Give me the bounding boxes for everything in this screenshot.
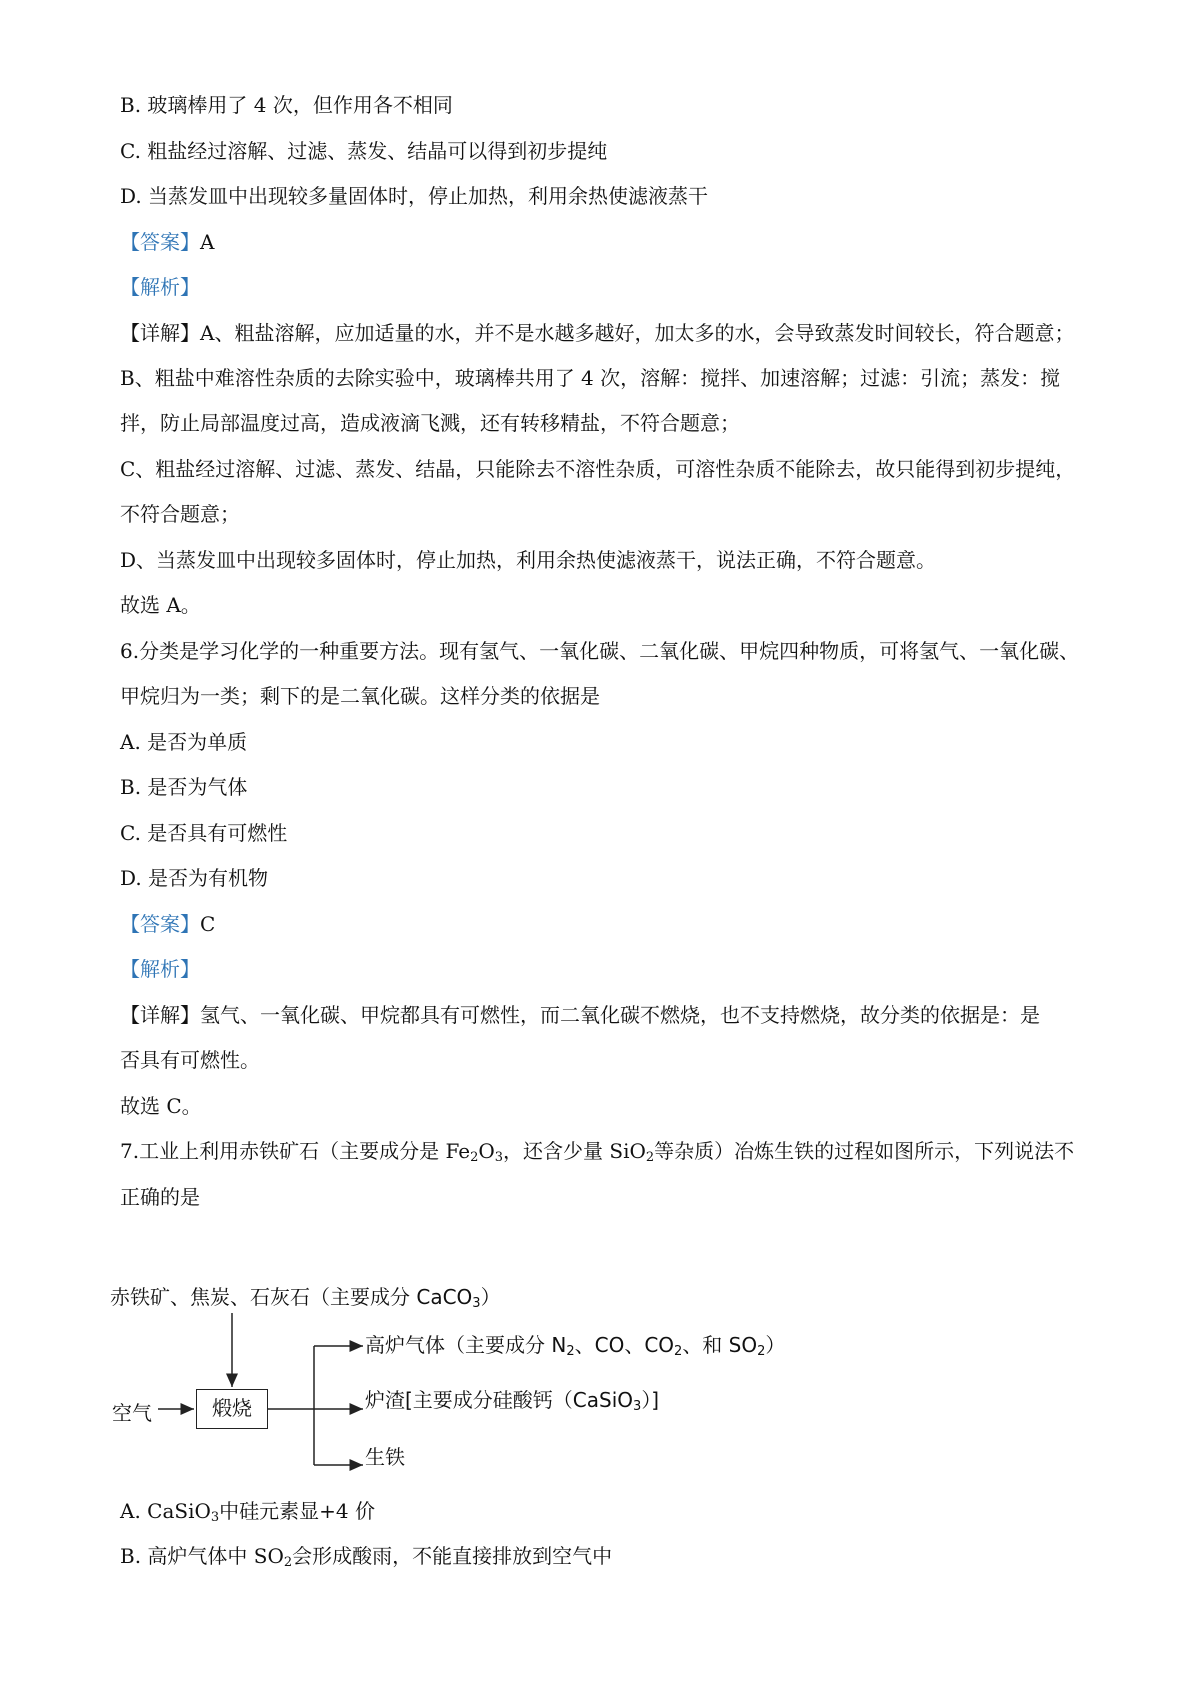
- diagram-slag-text-b: ）]: [641, 1388, 660, 1412]
- q5-conclusion: 故选 A。: [120, 593, 201, 617]
- q5-option-b: B. 玻璃棒用了 4 次，但作用各不相同: [120, 93, 453, 117]
- diagram-process-box: 煅烧: [196, 1389, 268, 1429]
- answer-value: C: [200, 912, 216, 936]
- q5-detail-line-1: 【详解】A、粗盐溶解，应加适量的水，并不是水越多越好，加太多的水，会导致蒸发时间较长，符合题意；: [120, 321, 1075, 345]
- q7-stem-text-c: 等杂质）冶炼生铁的过程如图所示，下列说法不: [654, 1139, 1075, 1163]
- diagram-air-label: 空气: [112, 1401, 152, 1425]
- q7-stem-line-1: [120, 1136, 1100, 1166]
- subscript: 2: [470, 1150, 479, 1165]
- diagram-gas-text-a: 高炉气体（主要成分 N: [365, 1333, 567, 1357]
- subscript: 2: [645, 1150, 655, 1165]
- q7-stem-oxygen: O: [478, 1139, 495, 1163]
- q6-option-d: D. 是否为有机物: [120, 866, 269, 890]
- diagram-inputs-close: ）: [480, 1285, 501, 1309]
- q7-option-b-text-a: B. 高炉气体中 SO: [120, 1544, 284, 1568]
- subscript: 2: [283, 1555, 293, 1570]
- answer-tag: 【答案】: [120, 912, 200, 936]
- subscript: 2: [674, 1344, 683, 1359]
- subscript: 2: [566, 1344, 575, 1359]
- q7-stem-line-2: 正确的是: [120, 1185, 200, 1209]
- q7-stem-text-a: 7.工业上利用赤铁矿石（主要成分是 Fe: [120, 1139, 471, 1163]
- q5-option-c: C. 粗盐经过溶解、过滤、蒸发、结晶可以得到初步提纯: [120, 139, 608, 163]
- diagram-gas-text-c: 、和 SO: [682, 1333, 758, 1357]
- q6-option-c: C. 是否具有可燃性: [120, 821, 288, 845]
- diagram-gas-text-b: 、CO、CO: [574, 1333, 675, 1357]
- subscript: 3: [210, 1510, 220, 1525]
- q5-detail-line-2: B、粗盐中难溶性杂质的去除实验中，玻璃棒共用了 4 次，溶解：搅拌、加速溶解；过滤：引流；蒸发：搅: [120, 366, 1061, 390]
- answer-tag: 【答案】: [120, 230, 200, 254]
- subscript: 3: [472, 1296, 481, 1311]
- q5-detail-line-6: D、当蒸发皿中出现较多固体时，停止加热，利用余热使滤液蒸干，说法正确，不符合题意。: [120, 548, 937, 572]
- q7-option-b: [120, 1541, 1100, 1571]
- diagram-output-iron: 生铁: [365, 1445, 405, 1469]
- q7-option-b-text-b: 会形成酸雨，不能直接排放到空气中: [292, 1544, 613, 1568]
- q5-detail-line-3: 拌，防止局部温度过高，造成液滴飞溅，还有转移精盐，不符合题意；: [120, 411, 740, 435]
- q5-option-d: D. 当蒸发皿中出现较多量固体时，停止加热，利用余热使滤液蒸干: [120, 184, 709, 208]
- q6-stem-line-1: 6.分类是学习化学的一种重要方法。现有氢气、一氧化碳、二氧化碳、甲烷四种物质，可将氢气、一氧化碳、: [120, 639, 1080, 663]
- q6-analysis-tag: 【解析】: [120, 957, 200, 981]
- q7-stem-text-b: ，还含少量 SiO: [503, 1139, 646, 1163]
- q6-option-b: B. 是否为气体: [120, 775, 248, 799]
- diagram-arrows: [100, 1275, 840, 1485]
- q5-analysis-tag: 【解析】: [120, 275, 200, 299]
- smelting-flow-diagram: [100, 1275, 840, 1485]
- diagram-inputs-text: 赤铁矿、焦炭、石灰石（主要成分 CaCO: [110, 1285, 473, 1309]
- diagram-slag-text-a: 炉渣[主要成分硅酸钙（CaSiO: [365, 1388, 634, 1412]
- answer-value: A: [200, 230, 215, 254]
- q6-stem-line-2: 甲烷归为一类；剩下的是二氧化碳。这样分类的依据是: [120, 684, 600, 708]
- q7-option-a-text-b: 中硅元素显+4 价: [219, 1499, 376, 1523]
- subscript: 3: [494, 1150, 504, 1165]
- q5-detail-line-5: 不符合题意；: [120, 502, 240, 526]
- q6-answer: [120, 909, 1100, 939]
- q6-option-a: A. 是否为单质: [120, 730, 248, 754]
- q5-answer: [120, 227, 1100, 257]
- q6-detail-line-2: 否具有可燃性。: [120, 1048, 260, 1072]
- q7-option-a-text-a: A. CaSiO: [120, 1499, 211, 1523]
- q6-conclusion: 故选 C。: [120, 1094, 202, 1118]
- subscript: 2: [757, 1344, 766, 1359]
- subscript: 3: [633, 1399, 642, 1414]
- q5-detail-line-4: C、粗盐经过溶解、过滤、蒸发、结晶，只能除去不溶性杂质，可溶性杂质不能除去，故只能得到初步提纯，: [120, 457, 1076, 481]
- q7-option-a: [120, 1496, 1100, 1526]
- q6-detail-line-1: 【详解】氢气、一氧化碳、甲烷都具有可燃性，而二氧化碳不燃烧，也不支持燃烧，故分类的依据是：是: [120, 1003, 1040, 1027]
- diagram-gas-text-d: ）: [765, 1333, 786, 1357]
